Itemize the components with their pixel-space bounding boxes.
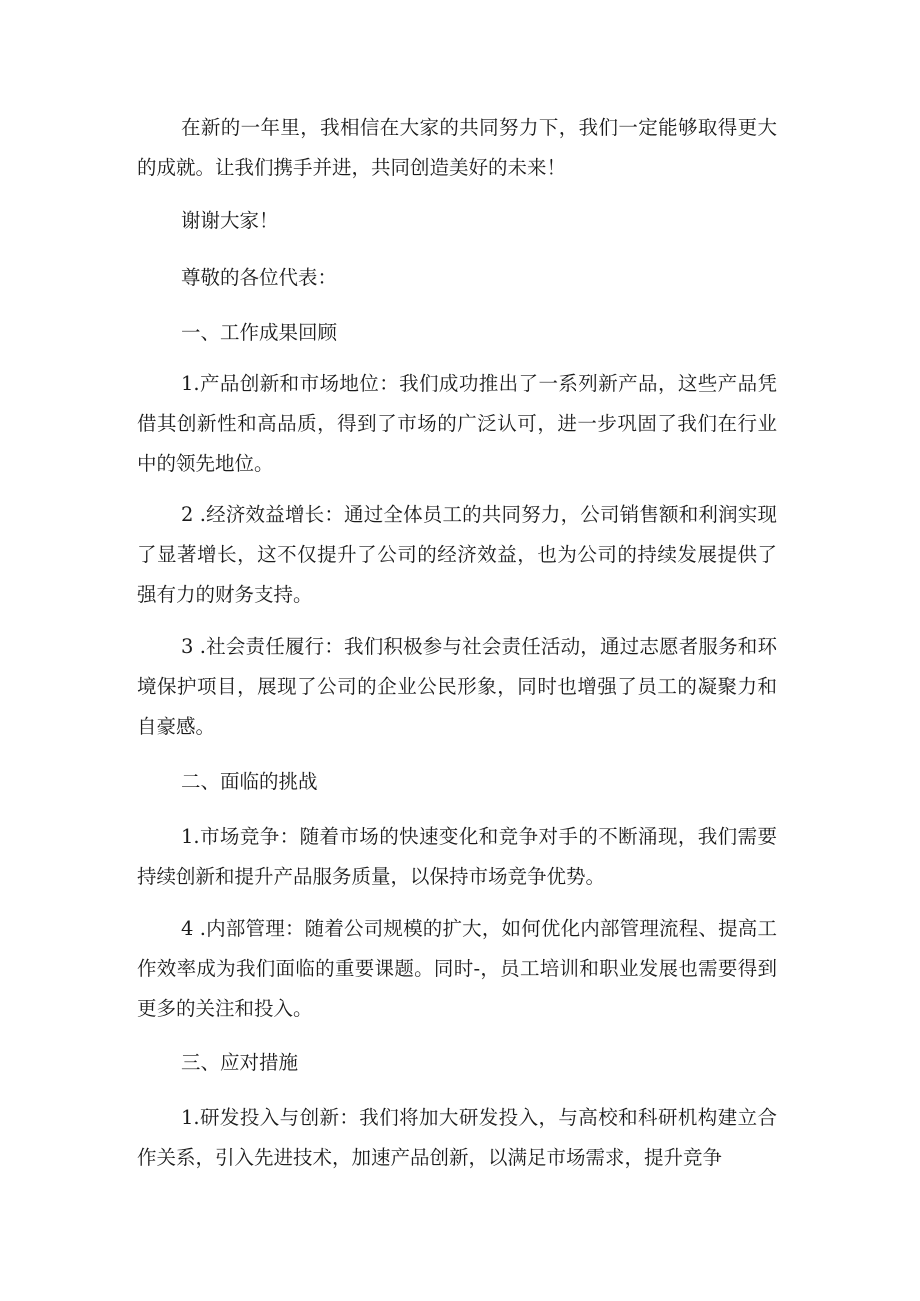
section-heading-measures: 三、应对措施: [181, 1051, 299, 1074]
section-heading-achievements: 一、工作成果回顾: [181, 321, 338, 344]
paragraph-new-year: 在新的一年里，我相信在大家的共同努力下，我们一定能够取得更大的成就。让我们携手并进，共同创造美好的未来！: [137, 116, 777, 179]
paragraph-product-innovation: 1.产品创新和市场地位：我们成功推出了一系列新产品，这些产品凭借其创新性和高品质，得到了市场的广泛认可，进一步巩固了我们在行业中的领先地位。: [137, 372, 777, 475]
section-heading-challenges: 二、面临的挑战: [181, 770, 318, 793]
paragraph-social-responsibility: 3 .社会责任履行：我们积极参与社会责任活动，通过志愿者服务和环境保护项目，展现了公司的企业公民形象，同时也增强了员工的凝聚力和自豪感。: [137, 635, 777, 738]
paragraph-internal-management: 4 .内部管理：随着公司规模的扩大，如何优化内部管理流程、提高工作效率成为我们面临的重要课题。同时-，员工培训和职业发展也需要得到更多的关注和投入。: [137, 917, 777, 1020]
paragraph-salutation: 尊敬的各位代表：: [181, 266, 338, 289]
paragraph-thanks: 谢谢大家！: [181, 209, 279, 232]
paragraph-market-competition: 1.市场竞争：随着市场的快速变化和竞争对手的不断涌现，我们需要持续创新和提升产品服务质量，以保持市场竞争优势。: [137, 825, 777, 888]
paragraph-rd-investment: 1.研发投入与创新：我们将加大研发投入，与高校和科研机构建立合作关系，引入先进技术，加速产品创新，以满足市场需求，提升竞争: [137, 1106, 777, 1169]
paragraph-economic-growth: 2 .经济效益增长：通过全体员工的共同努力，公司销售额和利润实现了显著增长，这不仅提升了公司的经济效益，也为公司的持续发展提供了强有力的财务支持。: [137, 503, 777, 606]
